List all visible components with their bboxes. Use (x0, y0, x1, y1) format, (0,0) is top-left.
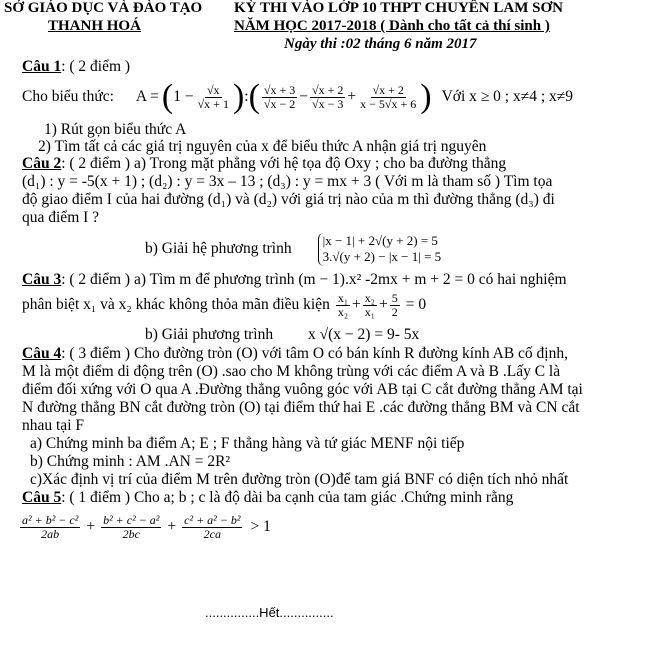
q1-frac4 (358, 84, 418, 110)
q3-cond-frac2-num: x₂ (364, 290, 375, 305)
q1-frac4-den: x − 5√x + 6 (360, 96, 417, 111)
q2-text3: độ giao điểm I của hai đường (d₁) và (d₂) với giá trị nào của m thì đường thẳng (d₃) đi (22, 191, 555, 208)
q3-text2: phân biệt x₁ và x₂ khác không thỏa mãn điều kiện (22, 296, 330, 313)
q1-frac1-den: √x + 1 (197, 96, 229, 111)
q2-text4: qua điểm I ? (22, 209, 100, 226)
q2-sys-eq2: 3.√(y + 2) − |x − 1| = 5 (322, 249, 442, 265)
q3-cond-end: = 0 (405, 296, 427, 313)
q5-text: : ( 1 điểm ) Cho a; b ; c là độ dài ba cạnh của tam giác .Chứng minh rằng (61, 489, 514, 506)
q5-frac2-den: 2bc (122, 526, 140, 541)
q2-title: Câu 2 (22, 155, 62, 172)
q3-plus1: + (352, 296, 361, 313)
q5-frac3-num: c² + a² − b² (184, 512, 241, 527)
q3-b-label: b) Giải phương trình (145, 326, 274, 343)
q3-cond-frac1-den: x₂ (337, 304, 349, 319)
q5-plus2: + (167, 518, 177, 535)
q4-text5: nhau tại F (22, 417, 84, 434)
q3-cond-frac3-den: 2 (391, 304, 398, 319)
q4-text4: N đường thẳng BN cắt đường tròn (O) tại điểm thứ hai E .các đường thẳng BM và CN cắt (22, 399, 580, 416)
q3-cond-frac2 (363, 292, 377, 318)
q3-line1 (22, 271, 567, 289)
q1-paren2-close: ) (420, 78, 432, 115)
q1-title: Câu 1 (22, 58, 62, 75)
q3-cond-frac1-num: x₁ (337, 290, 349, 305)
q3-b-equation: x √(x − 2) = 9- 5x (308, 326, 420, 343)
q2-part-b (145, 233, 441, 266)
q1-expr-intro: Cho biểu thức: (22, 88, 114, 105)
q3-cond-frac1 (336, 292, 350, 318)
q4-part-c: c)Xác định vị trí của điểm M trên đường tròn (O)để tam giá BNF có diện tích nhỏ nhất (30, 471, 569, 488)
q1-item1: 1) Rút gọn biểu thức A (44, 121, 187, 138)
q5-frac1 (20, 514, 80, 540)
q1-minus: − (299, 88, 309, 105)
q3-cond-frac2-den: x₁ (364, 304, 375, 319)
q2-text1: : ( 2 điểm ) a) Trong mặt phẳng với hệ tọa độ Oxy ; cho ba đường thẳng (61, 155, 507, 172)
q1-condition: Với x ≥ 0 ; x≠4 ; x≠9 (441, 88, 574, 105)
q1-heading (22, 58, 130, 76)
q5-frac1-den: 2ab (41, 526, 60, 541)
q1-paren2-open: ( (248, 78, 260, 115)
q1-item2: 2) Tìm tất cả các giá trị nguyên của x để biểu thức A nhận giá trị nguyên (38, 138, 487, 155)
q1-paren-close: ) (232, 78, 245, 115)
q3-title: Câu 3 (22, 271, 62, 288)
q4-text2: M là một điểm di động trên (O) .sao cho M không trùng với các điểm A và B .Lấy C là (22, 363, 561, 380)
q4-title: Câu 4 (22, 345, 62, 362)
exam-line2: NĂM HỌC 2017-2018 ( Dành cho tất cả thí sinh ) (234, 18, 550, 34)
dept-line2: THANH HOÁ (48, 18, 141, 34)
q4-part-b: b) Chứng minh : AM .AN = 2R² (30, 453, 231, 470)
q1-frac3-num: √x + 2 (312, 82, 344, 97)
q4-line1 (22, 345, 568, 363)
q5-line1 (22, 489, 513, 507)
q1-frac3-den: √x − 3 (312, 96, 344, 111)
q5-frac2 (101, 514, 161, 540)
q2-line1 (22, 155, 506, 173)
q3-cond-frac3 (390, 292, 400, 318)
q3-line2 (22, 288, 426, 322)
q1-one-minus: 1 − (173, 88, 194, 105)
q5-inequality (18, 508, 271, 546)
q4-text1: : ( 3 điểm ) Cho đường tròn (O) với tâm O có bán kính R đường kính AB cố định, (61, 345, 568, 362)
q3-text1: : ( 2 điểm ) a) Tìm m để phương trình (m − 1).x² -2mx + m + 2 = 0 có hai nghiệm (61, 271, 567, 288)
q5-title: Câu 5 (22, 489, 62, 506)
q1-frac2 (262, 84, 297, 110)
q1-frac2-den: √x − 2 (263, 96, 296, 111)
q1-expression (22, 76, 573, 118)
q1-frac1 (196, 84, 231, 110)
q1-frac2-num: √x + 3 (263, 82, 296, 97)
q2-text2: (d₁) : y = -5(x + 1) ; (d₂) : y = 3x – 13 ; (d₃) : y = mx + 3 ( Với m là tham số ) Tìm tọa (22, 173, 553, 190)
q2-b-label: b) Giải hệ phương trình (145, 240, 292, 258)
q3-cond-frac3-num: 5 (391, 290, 398, 305)
q1-divide: : (244, 88, 249, 105)
q1-expr-A: A = (135, 88, 159, 105)
q1-frac4-num: √x + 2 (372, 82, 404, 97)
q1-plus: + (347, 88, 357, 105)
q4-text3: điểm đối xứng với O qua A .Đường thẳng vuông góc với AB tại C cắt đường thẳng AM tại (22, 381, 583, 398)
q5-frac3-den: 2ca (203, 526, 221, 541)
q1-frac3 (310, 84, 345, 110)
q3-plus2: + (378, 296, 388, 313)
dept-line1: SỞ GIÁO DỤC VÀ ĐÀO TẠO (4, 0, 203, 16)
exam-date: Ngày thi :02 tháng 6 năm 2017 (284, 36, 477, 52)
q2-system (318, 233, 442, 266)
q5-plus1: + (86, 518, 96, 535)
q1-points: : ( 2 điểm ) (61, 58, 131, 75)
q1-paren-open: ( (161, 78, 174, 115)
q5-frac1-num: a² + b² − c² (22, 512, 79, 527)
q5-end: > 1 (250, 518, 271, 535)
q5-frac2-num: b² + c² − a² (103, 512, 160, 527)
exam-line1: KỲ THI VÀO LỚP 10 THPT CHUYÊN LAM SƠN (234, 0, 563, 16)
q5-frac3 (182, 514, 242, 540)
q4-part-a: a) Chứng minh ba điểm A; E ; F thẳng hàng và tứ giác MENF nội tiếp (30, 435, 465, 452)
q2-sys-eq1: |x − 1| + 2√(y + 2) = 5 (322, 233, 438, 248)
q1-frac1-num: √x (206, 82, 220, 97)
footer-end: ...............Hết............... (205, 605, 334, 620)
